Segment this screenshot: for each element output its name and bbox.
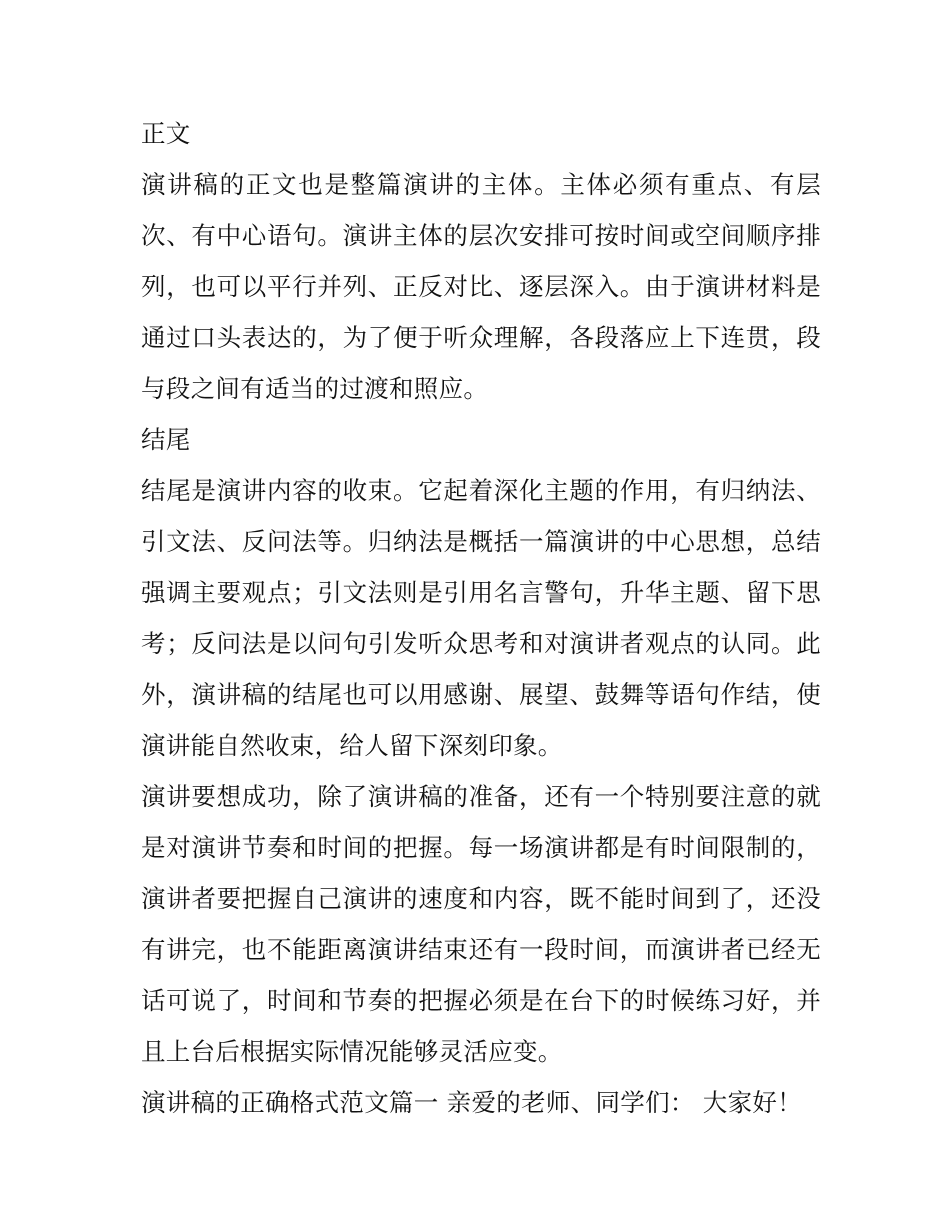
section-heading-ending: 结尾 xyxy=(141,425,191,454)
paragraph-sample-title: 演讲稿的正确格式范文篇一 亲爱的老师、同学们： 大家好！ xyxy=(141,1088,802,1117)
document-body xyxy=(141,108,821,1128)
section-heading-body: 正文 xyxy=(141,119,191,148)
paragraph-body-main: 演讲稿的正文也是整篇演讲的主体。主体必须有重点、有层次、有中心语句。演讲主体的层次安排可按时间或空间顺序排列，也可以平行并列、正反对比、逐层深入。由于演讲材料是通过口头表达的，为了便于听众理解，各段落应上下连贯，段与段之间有适当的过渡和照应。 xyxy=(141,170,821,403)
paragraph-rhythm-time: 演讲要想成功，除了演讲稿的准备，还有一个特别要注意的就是对演讲节奏和时间的把握。每一场演讲都是有时间限制的，演讲者要把握自己演讲的速度和内容，既不能时间到了，还没有讲完，也不能距离演讲结束还有一段时间，而演讲者已经无话可说了，时间和节奏的把握必须是在台下的时候练习好，并且上台后根据实际情况能够灵活应变。 xyxy=(141,782,821,1066)
paragraph-ending-main: 结尾是演讲内容的收束。它起着深化主题的作用，有归纳法、引文法、反问法等。归纳法是概括一篇演讲的中心思想，总结强调主要观点；引文法则是引用名言警句，升华主题、留下思考；反问法是以问句引发听众思考和对演讲者观点的认同。此外，演讲稿的结尾也可以用感谢、展望、鼓舞等语句作结，使演讲能自然收束，给人留下深刻印象。 xyxy=(141,476,821,760)
